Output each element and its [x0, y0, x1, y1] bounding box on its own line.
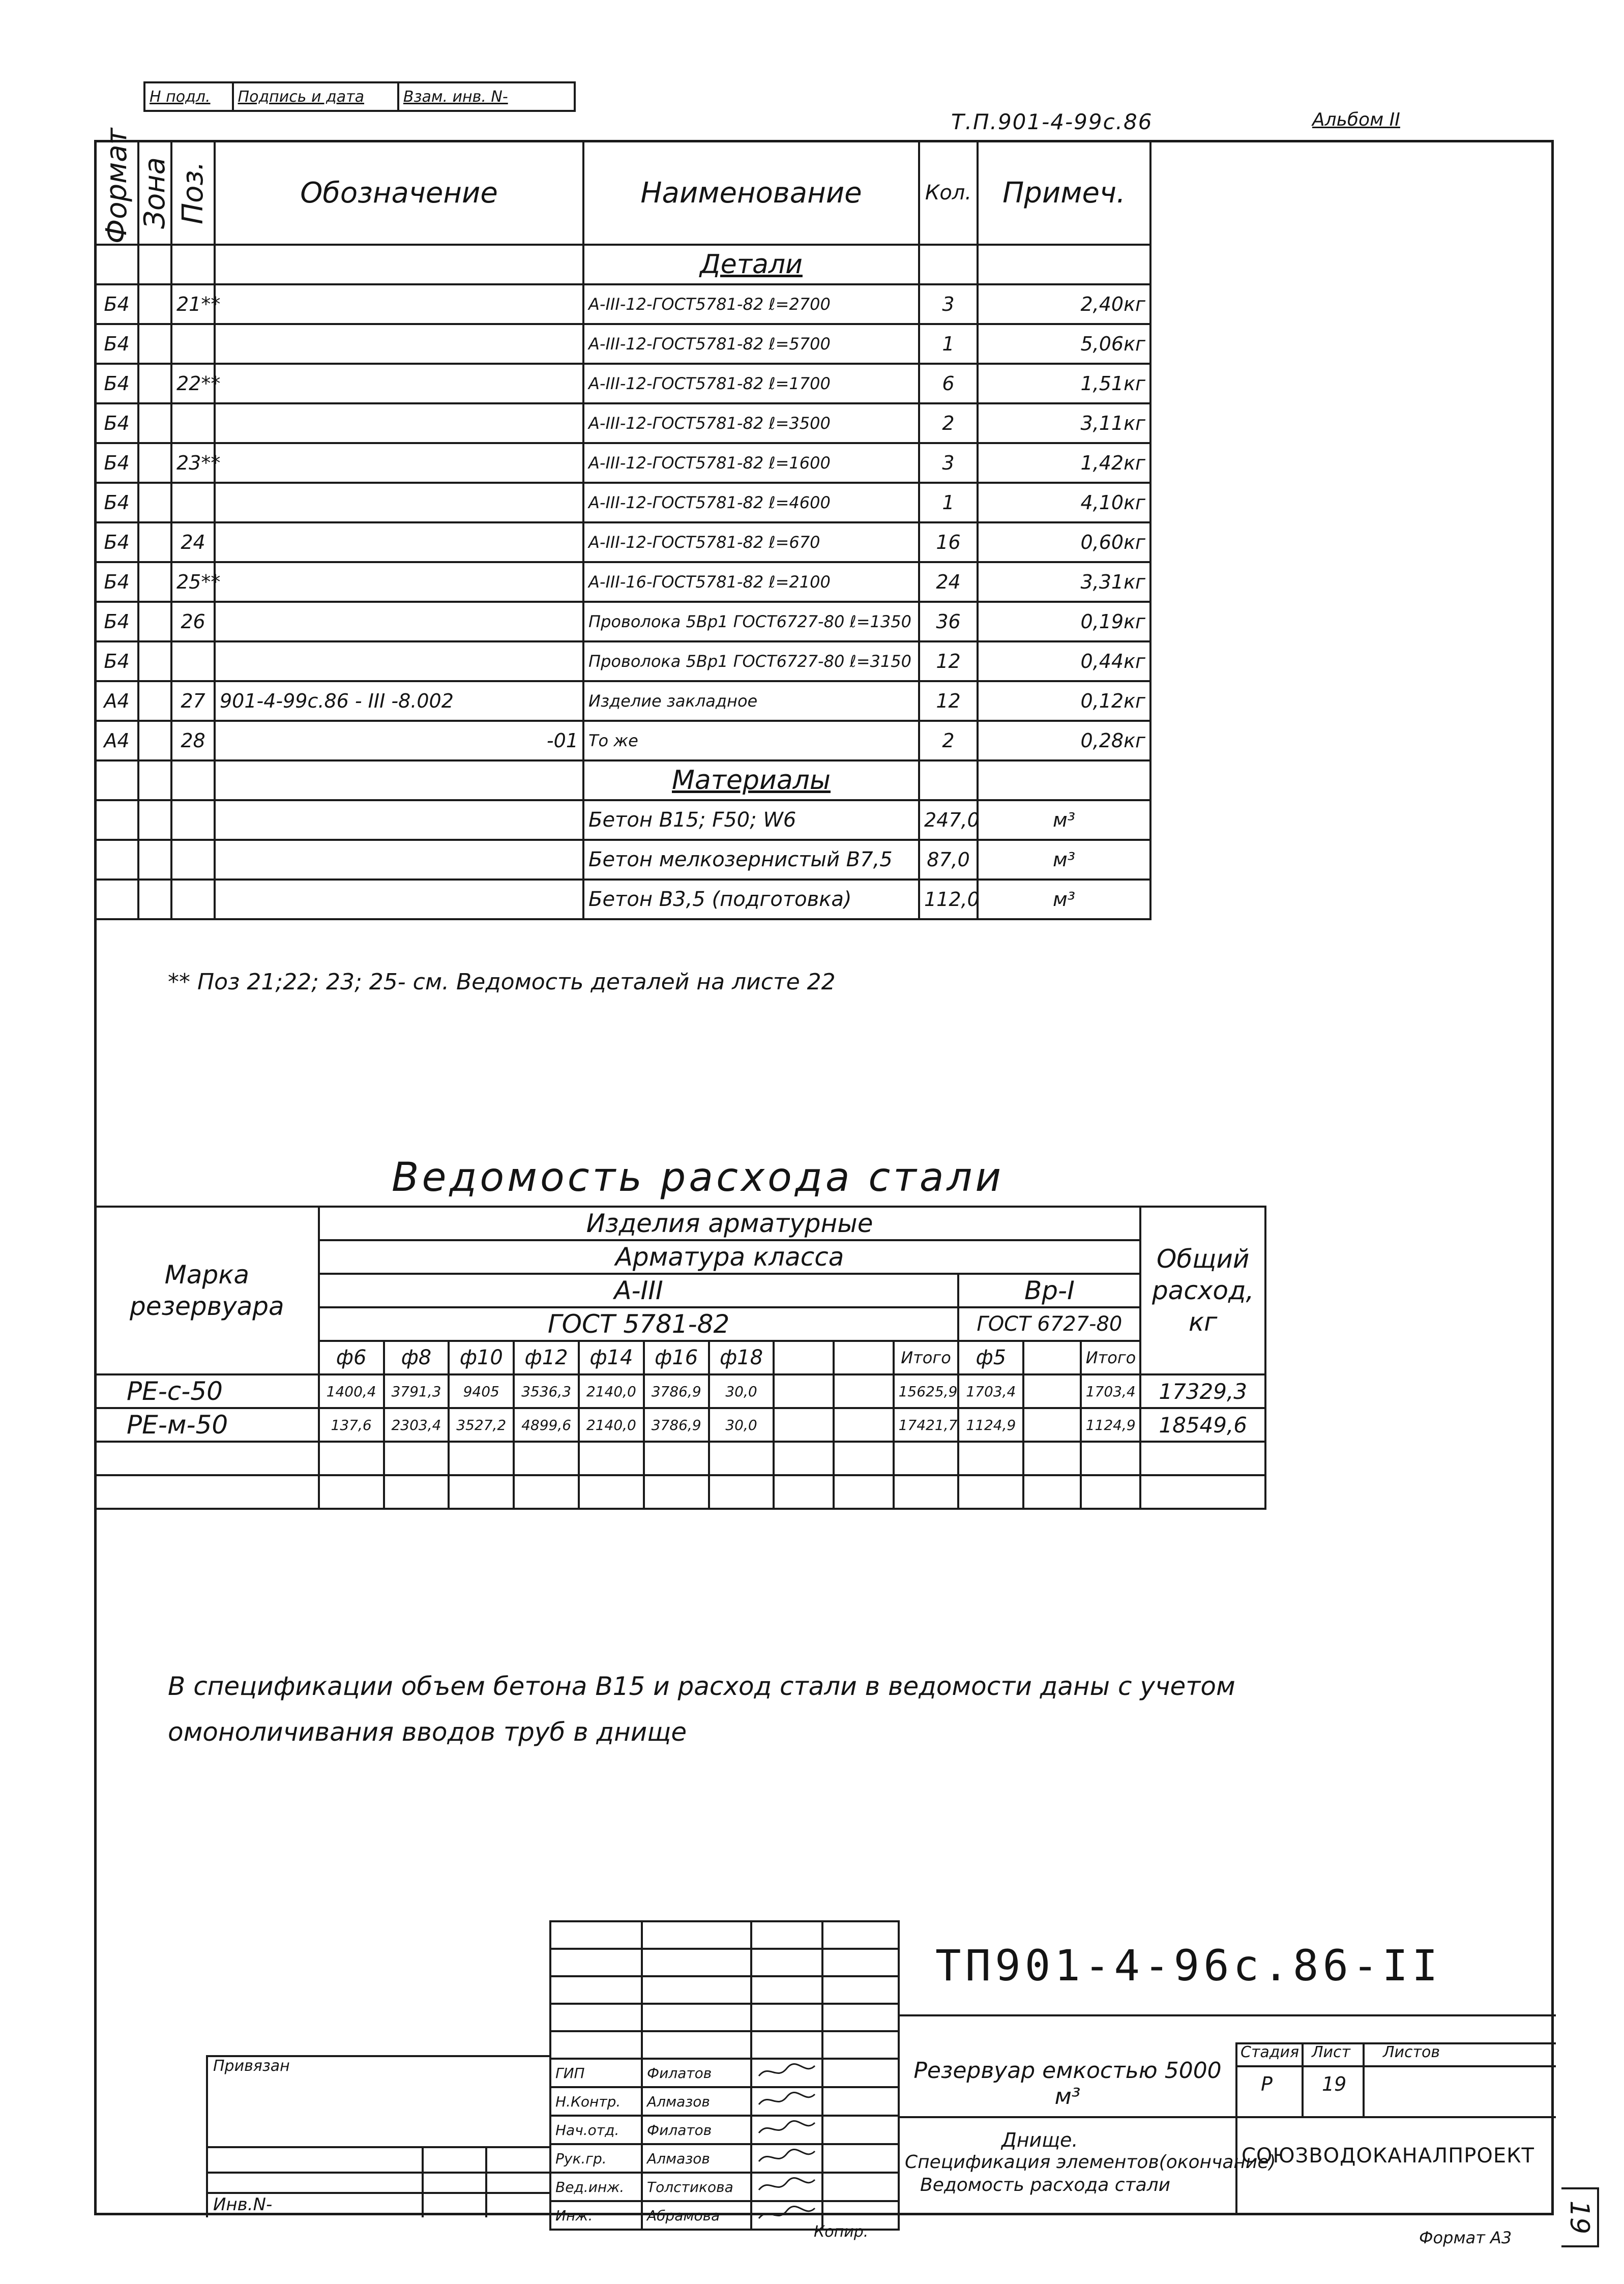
cell-qty: 1: [919, 483, 978, 522]
material-qty: 87,0: [919, 840, 978, 880]
diameter-cell: Итого: [894, 1341, 959, 1374]
signature-row: [550, 2144, 899, 2173]
signature: [751, 2173, 822, 2201]
spec-row: [95, 681, 1150, 721]
signature: [751, 2059, 822, 2087]
signature: [751, 2144, 822, 2173]
header-note: Примеч.: [978, 141, 1150, 245]
steel-title: Ведомость расхода стали: [392, 1155, 1005, 1200]
cell-format: Б4: [95, 602, 138, 641]
spec-row: [95, 443, 1150, 483]
cell-note: 0,60кг: [978, 522, 1150, 562]
cell-format: Б4: [95, 324, 138, 364]
cell-name: А-III-16-ГОСТ5781-82 ℓ=2100: [583, 562, 919, 602]
header-format: Формат: [95, 141, 138, 245]
specification-table: [94, 128, 1151, 920]
cell-qty: 16: [919, 522, 978, 562]
signature-icon: [756, 2146, 817, 2166]
spec-row: [95, 324, 1150, 364]
cell-name: Проволока 5Вр1 ГОСТ6727-80 ℓ=1350: [583, 602, 919, 641]
spec-header-row: [95, 141, 1150, 245]
sheet-desc-1: Спецификация элементов(окончание): [905, 2152, 1276, 2173]
steel-value: [1023, 1408, 1080, 1442]
cell-zone: [138, 641, 171, 681]
cell-note: 1,51кг: [978, 364, 1150, 403]
spec-row: [95, 641, 1150, 681]
stamp-replace-inv: Взам. инв. N-: [398, 82, 575, 111]
spec-row: [95, 364, 1150, 403]
steel-value: 3527,2: [449, 1408, 514, 1442]
cell-pos: 28: [171, 721, 215, 760]
cell-designation: -01: [215, 721, 583, 760]
material-note: м³: [978, 880, 1150, 919]
signature-icon: [756, 2061, 817, 2081]
cell-pos: [171, 641, 215, 681]
cell-format: Б4: [95, 483, 138, 522]
role: Рук.гр.: [550, 2144, 642, 2173]
cell-designation: [215, 602, 583, 641]
sheet-value: 19: [1322, 2073, 1347, 2095]
diameter-cell: ф5: [958, 1341, 1023, 1374]
material-name: Бетон мелкозернистый В7,5: [583, 840, 919, 880]
steel-row: [95, 1408, 1265, 1442]
binding-block: [206, 2055, 551, 2217]
steel-value: 3786,9: [644, 1374, 709, 1408]
cell-name: А-III-12-ГОСТ5781-82 ℓ=1700: [583, 364, 919, 403]
steel-mark: РЕ-с-50: [95, 1374, 319, 1408]
steel-value: 1124,9: [958, 1408, 1023, 1442]
top-stamp: [143, 81, 576, 112]
cell-designation: [215, 562, 583, 602]
header-name: Наименование: [583, 141, 919, 245]
cell-pos: 25**: [171, 562, 215, 602]
title-code: ТП901-4-96с.86-II: [935, 1941, 1442, 1990]
role: Инж.: [550, 2201, 642, 2230]
steel-value: 137,6: [319, 1408, 384, 1442]
cell-designation: [215, 443, 583, 483]
inv-label: Инв.N-: [213, 2194, 273, 2215]
spec-row: [95, 721, 1150, 760]
person-name: Алмазов: [642, 2087, 751, 2116]
cell-note: 0,12кг: [978, 681, 1150, 721]
steel-value: 1703,4: [958, 1374, 1023, 1408]
material-qty: 247,0: [919, 800, 978, 840]
material-name: Бетон В15; F50; W6: [583, 800, 919, 840]
cell-qty: 2: [919, 403, 978, 443]
cell-name: То же: [583, 721, 919, 760]
diameter-cell: ф18: [709, 1341, 774, 1374]
section-row: [95, 245, 1150, 284]
cell-zone: [138, 522, 171, 562]
signature-icon: [756, 2175, 817, 2195]
header-zone: Зона: [138, 141, 171, 245]
diameter-cell: ф8: [384, 1341, 449, 1374]
header-a3: А-III: [319, 1274, 959, 1307]
cell-zone: [138, 602, 171, 641]
diameter-cell: [1023, 1341, 1080, 1374]
person-name: Абрамова: [642, 2201, 751, 2230]
cell-format: А4: [95, 681, 138, 721]
diameter-cell: [834, 1341, 894, 1374]
cell-qty: 3: [919, 284, 978, 324]
side-number-box: [1561, 2187, 1599, 2247]
diameter-cell: Итого: [1081, 1341, 1141, 1374]
cell-name: А-III-12-ГОСТ5781-82 ℓ=5700: [583, 324, 919, 364]
cell-name: А-III-12-ГОСТ5781-82 ℓ=2700: [583, 284, 919, 324]
cell-pos: [171, 403, 215, 443]
copied-label: Копир.: [814, 2223, 869, 2241]
steel-value: 30,0: [709, 1374, 774, 1408]
header-bp1: Вр-I: [958, 1274, 1140, 1307]
steel-row: [95, 1374, 1265, 1408]
steel-value: 9405: [449, 1374, 514, 1408]
section-row: [95, 760, 1150, 800]
cell-pos: 22**: [171, 364, 215, 403]
steel-value: 3791,3: [384, 1374, 449, 1408]
title-block-grid: [549, 1920, 900, 2231]
header-gost1: ГОСТ 5781-82: [319, 1307, 959, 1341]
cell-designation: [215, 641, 583, 681]
cell-zone: [138, 403, 171, 443]
diameter-cell: ф14: [579, 1341, 644, 1374]
steel-value: 17421,7: [894, 1408, 959, 1442]
signature-row: [550, 2087, 899, 2116]
header-mark: Марка резервуара: [95, 1207, 319, 1374]
signature-icon: [756, 2118, 817, 2138]
steel-value: [1023, 1374, 1080, 1408]
person-name: Филатов: [642, 2059, 751, 2087]
person-name: Алмазов: [642, 2144, 751, 2173]
sheets-label: Листов: [1383, 2043, 1440, 2061]
steel-mark: РЕ-м-50: [95, 1408, 319, 1442]
header-gost2: ГОСТ 6727-80: [958, 1307, 1140, 1341]
diameter-cell: ф16: [644, 1341, 709, 1374]
cell-format: Б4: [95, 284, 138, 324]
role: Вед.инж.: [550, 2173, 642, 2201]
cell-name: Изделие закладное: [583, 681, 919, 721]
steel-value: 1400,4: [319, 1374, 384, 1408]
stage-value: Р: [1261, 2073, 1273, 2095]
cell-name: А-III-12-ГОСТ5781-82 ℓ=4600: [583, 483, 919, 522]
steel-value: 2140,0: [579, 1408, 644, 1442]
cell-note: 1,42кг: [978, 443, 1150, 483]
steel-body: [95, 1374, 1265, 1442]
note-positions: ** Поз 21;22; 23; 25- см. Ведомость деталей на листе 22: [168, 969, 836, 995]
cell-pos: 27: [171, 681, 215, 721]
header-products: Изделия арматурные: [319, 1207, 1141, 1240]
stamp-inv-no: Н подл.: [144, 82, 233, 111]
diameter-cell: ф12: [514, 1341, 579, 1374]
cell-name: А-III-12-ГОСТ5781-82 ℓ=1600: [583, 443, 919, 483]
spec-row: [95, 483, 1150, 522]
cell-pos: 26: [171, 602, 215, 641]
cell-note: 5,06кг: [978, 324, 1150, 364]
footnote-line-1: В спецификации объем бетона В15 и расход стали в ведомости даны с учетом: [168, 1672, 1235, 1701]
cell-qty: 24: [919, 562, 978, 602]
cell-note: 0,44кг: [978, 641, 1150, 681]
steel-value: [834, 1408, 894, 1442]
cell-note: 4,10кг: [978, 483, 1150, 522]
material-row: [95, 800, 1150, 840]
steel-value: [774, 1408, 834, 1442]
cell-note: 0,28кг: [978, 721, 1150, 760]
cell-note: 0,19кг: [978, 602, 1150, 641]
spec-row: [95, 284, 1150, 324]
person-name: Филатов: [642, 2116, 751, 2144]
steel-table: [94, 1206, 1266, 1510]
cell-note: 3,11кг: [978, 403, 1150, 443]
cell-designation: [215, 324, 583, 364]
section-materials: Материалы: [583, 760, 919, 800]
bound-label: Привязан: [213, 2057, 290, 2075]
cell-pos: 21**: [171, 284, 215, 324]
steel-value: 4899,6: [514, 1408, 579, 1442]
cell-format: Б4: [95, 522, 138, 562]
material-row: [95, 840, 1150, 880]
header-total: Общий расход, кг: [1140, 1207, 1265, 1374]
steel-value: 1703,4: [1081, 1374, 1141, 1408]
format-label: Формат А3: [1419, 2228, 1512, 2247]
cell-format: Б4: [95, 562, 138, 602]
diameter-cell: ф10: [449, 1341, 514, 1374]
steel-value: 1124,9: [1081, 1408, 1141, 1442]
signature: [751, 2116, 822, 2144]
footnote-line-2: омоноличивания вводов труб в днище: [168, 1717, 687, 1747]
cell-format: А4: [95, 721, 138, 760]
cell-name: А-III-12-ГОСТ5781-82 ℓ=3500: [583, 403, 919, 443]
cell-zone: [138, 562, 171, 602]
steel-value: 30,0: [709, 1408, 774, 1442]
person-name: Толстикова: [642, 2173, 751, 2201]
steel-value: 3536,3: [514, 1374, 579, 1408]
footnote: [168, 1663, 1235, 1755]
signature-icon: [756, 2203, 817, 2223]
cell-pos: 23**: [171, 443, 215, 483]
sheet-label: Лист: [1312, 2043, 1351, 2061]
steel-value: [834, 1374, 894, 1408]
role: ГИП: [550, 2059, 642, 2087]
cell-qty: 2: [919, 721, 978, 760]
role: Н.Контр.: [550, 2087, 642, 2116]
cell-qty: 6: [919, 364, 978, 403]
material-note: м³: [978, 840, 1150, 880]
cell-note: 2,40кг: [978, 284, 1150, 324]
spec-row: [95, 562, 1150, 602]
cell-zone: [138, 284, 171, 324]
cell-zone: [138, 443, 171, 483]
stage-label: Стадия: [1241, 2043, 1300, 2061]
diameter-cell: ф6: [319, 1341, 384, 1374]
cell-designation: [215, 522, 583, 562]
signature-row: [550, 2059, 899, 2087]
header-class: Арматура класса: [319, 1240, 1141, 1274]
cell-zone: [138, 681, 171, 721]
material-name: Бетон В3,5 (подготовка): [583, 880, 919, 919]
cell-pos: [171, 483, 215, 522]
diameter-cell: [774, 1341, 834, 1374]
material-row: [95, 880, 1150, 919]
steel-value: 3786,9: [644, 1408, 709, 1442]
material-note: м³: [978, 800, 1150, 840]
steel-value: 2303,4: [384, 1408, 449, 1442]
organization: СОЮЗВОДОКАНАЛПРОЕКТ: [1242, 2144, 1534, 2168]
steel-value: [774, 1374, 834, 1408]
sheet-title: Днище.: [1001, 2129, 1078, 2151]
cell-name: А-III-12-ГОСТ5781-82 ℓ=670: [583, 522, 919, 562]
cell-format: Б4: [95, 403, 138, 443]
stamp-sign-date: Подпись и дата: [233, 82, 398, 111]
materials-body: [95, 800, 1150, 919]
cell-name: Проволока 5Вр1 ГОСТ6727-80 ℓ=3150: [583, 641, 919, 681]
cell-note: 3,31кг: [978, 562, 1150, 602]
steel-value: 2140,0: [579, 1374, 644, 1408]
side-number: 19: [1563, 2200, 1595, 2235]
steel-total: 17329,3: [1140, 1374, 1265, 1408]
spec-row: [95, 522, 1150, 562]
cell-qty: 3: [919, 443, 978, 483]
spec-row: [95, 602, 1150, 641]
signature: [751, 2201, 822, 2230]
spec-row: [95, 403, 1150, 443]
cell-format: Б4: [95, 443, 138, 483]
header-designation: Обозначение: [215, 141, 583, 245]
cell-zone: [138, 364, 171, 403]
cell-zone: [138, 721, 171, 760]
cell-designation: [215, 284, 583, 324]
cell-qty: 36: [919, 602, 978, 641]
cell-format: Б4: [95, 641, 138, 681]
signature-row: [550, 2116, 899, 2144]
cell-qty: 12: [919, 681, 978, 721]
signature-row: [550, 2173, 899, 2201]
title-right: [898, 1920, 1556, 2215]
section-details: Детали: [583, 245, 919, 284]
cell-zone: [138, 324, 171, 364]
signature: [751, 2087, 822, 2116]
document-code: Т.П.901-4-99с.86: [951, 109, 1153, 134]
cell-designation: [215, 364, 583, 403]
role: Нач.отд.: [550, 2116, 642, 2144]
cell-designation: [215, 403, 583, 443]
cell-pos: 24: [171, 522, 215, 562]
header-qty: Кол.: [919, 141, 978, 245]
cell-qty: 12: [919, 641, 978, 681]
header-pos: Поз.: [171, 141, 215, 245]
cell-format: Б4: [95, 364, 138, 403]
cell-qty: 1: [919, 324, 978, 364]
cell-pos: [171, 324, 215, 364]
cell-designation: 901-4-99с.86 - III -8.002: [215, 681, 583, 721]
signature-icon: [756, 2089, 817, 2110]
steel-total: 18549,6: [1140, 1408, 1265, 1442]
sheet-desc-2: Ведомость расхода стали: [920, 2175, 1171, 2195]
cell-designation: [215, 483, 583, 522]
project-name: Резервуар емкостью 5000 м³: [913, 2058, 1222, 2110]
spec-body: [95, 284, 1150, 760]
steel-value: 15625,9: [894, 1374, 959, 1408]
material-qty: 112,0: [919, 880, 978, 919]
cell-zone: [138, 483, 171, 522]
album-label: Альбом II: [1312, 109, 1400, 130]
title-block: [549, 1920, 1554, 2224]
